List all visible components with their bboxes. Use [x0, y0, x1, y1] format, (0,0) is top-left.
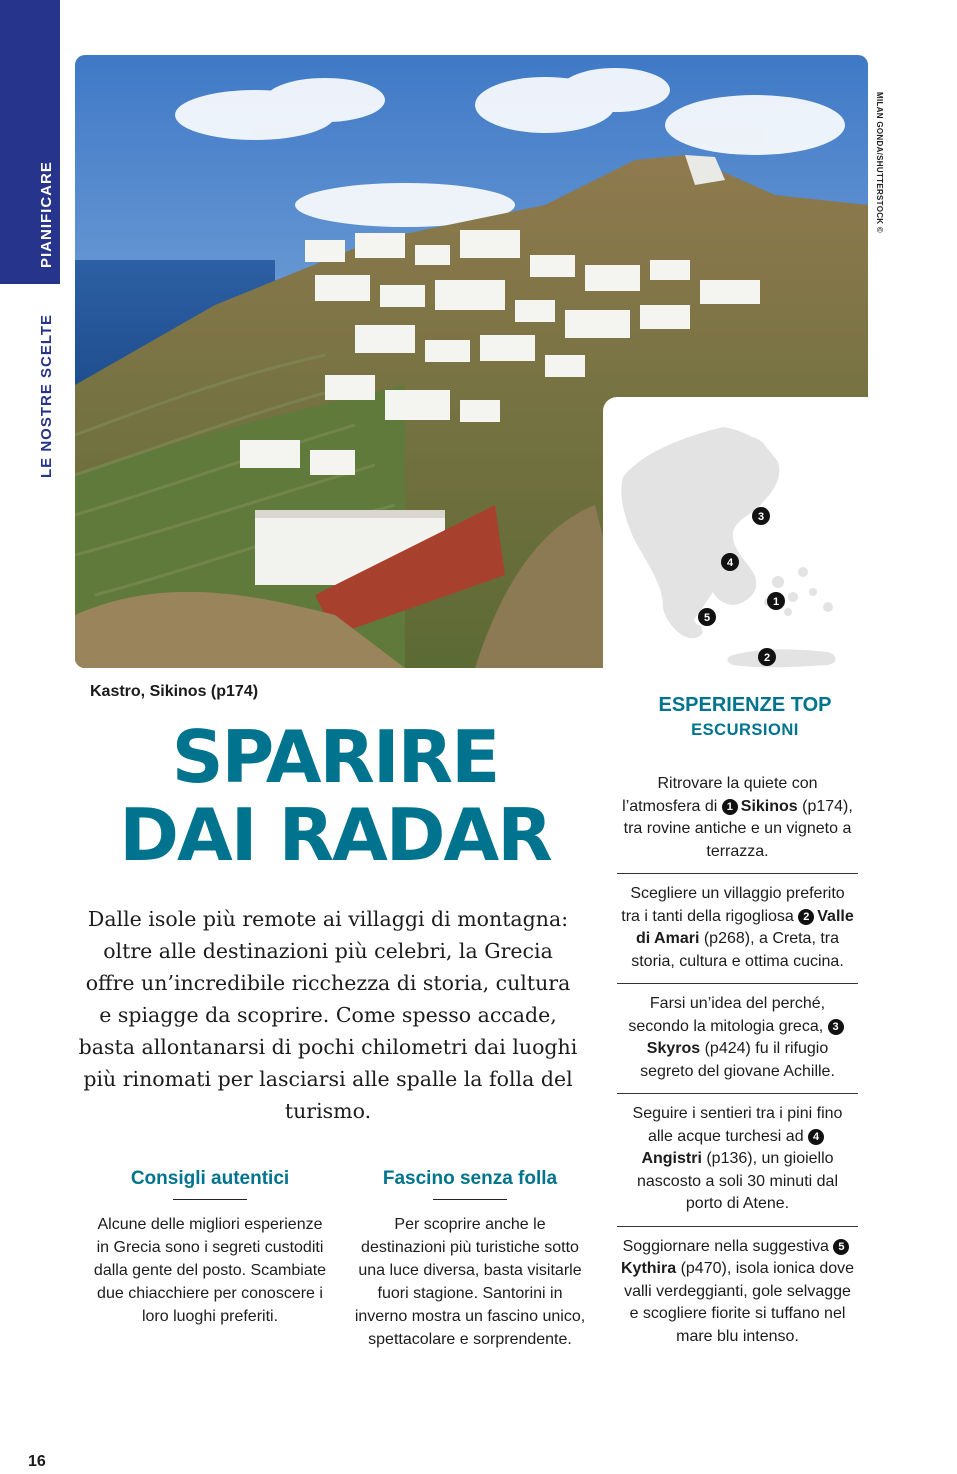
map-panel — [603, 397, 957, 690]
tip-title: Fascino senza folla — [382, 1168, 558, 1189]
tip-local-advice — [90, 1168, 330, 1328]
tip-text: Per scoprire anche le destinazioni più turistiche sotto una luce diversa, basta visitarle fuori stagione. Santorini in inverno mostra un fascino unico, spettacolare e sorprendente. — [354, 1216, 586, 1348]
place-name: Valle di Amari — [635, 907, 854, 947]
tip-title: Consigli autentici — [130, 1168, 290, 1189]
intro-paragraph: Dalle isole più remote ai villaggi di montagna: oltre alle destinazioni più celebri, la Grecia offre un’incredibile ricchezza di storia, cultura e spiagge da scoprire. Come spesso accade, basta allontanarsi di pochi chilometri dai luoghi più rinomati per lasciarsi alle spalle la folla del turismo. — [78, 907, 578, 1123]
experience-item: Seguire i sentieri tra i pini fino alle acque turchesi ad 4Angistri (p136), un gioiello nascosto a soli 30 minuti dal porto di Atene. — [617, 1093, 858, 1226]
tip-off-season — [350, 1168, 590, 1351]
divider — [433, 1199, 507, 1200]
title-line-1: SPARIRE — [171, 715, 499, 799]
place-name: Sikinos — [740, 797, 798, 815]
title-line-2: DAI RADAR — [119, 793, 551, 877]
map-marker-1-label: 1 — [772, 596, 780, 608]
experiences-subtitle: ESCURSIONI — [691, 721, 799, 739]
page-number: 16 — [28, 1453, 46, 1470]
number-badge: 1 — [722, 799, 738, 815]
divider — [173, 1199, 247, 1200]
experiences-list — [617, 765, 858, 1358]
experience-item: Soggiornare nella suggestiva 5Kythira (p470), isola ionica dove valli verdeggianti, gole selvagge e scogliere fiorite si tuffano nel mare blu intenso. — [617, 1226, 858, 1359]
greece-map — [603, 397, 957, 690]
map-marker-2-label: 2 — [763, 652, 771, 664]
tip-text: Alcune delle migliori esperienze in Grecia sono i segreti custoditi dalla gente del posto. Scambiate due chiacchiere per conoscere i loro luoghi preferiti. — [93, 1216, 327, 1325]
number-badge: 4 — [808, 1129, 824, 1145]
experience-item: Scegliere un villaggio preferito tra i tanti della rigogliosa 2 Valle di Amari (p268), a Creta, tra storia, cultura e ottima cucina. — [617, 873, 858, 983]
photo-credit: MILAN GONDA/SHUTTERSTOCK © — [875, 92, 884, 234]
experiences-header — [620, 694, 870, 740]
number-badge: 3 — [828, 1019, 844, 1035]
experience-item: Farsi un’idea del perché, secondo la mitologia greca, 3Skyros (p424) fu il rifugio segreto del giovane Achille. — [617, 983, 858, 1093]
photo-caption: Kastro, Sikinos (p174) — [90, 683, 259, 700]
subsection-label: LE NOSTRE SCELTE — [38, 313, 55, 478]
section-label: PIANIFICARE — [38, 161, 55, 268]
map-marker-5-label: 5 — [703, 612, 711, 624]
experiences-title: ESPERIENZE TOP — [658, 694, 832, 716]
map-marker-4-label: 4 — [726, 557, 734, 569]
page-title — [95, 715, 575, 877]
experience-item: Ritrovare la quiete con l’atmosfera di 1 Sikinos (p174), tra rovine antiche e un vigneto a terrazza. — [622, 775, 853, 860]
map-marker-3-label: 3 — [757, 511, 765, 523]
place-name: Angistri — [641, 1150, 702, 1167]
place-name: Skyros — [646, 1040, 701, 1057]
number-badge: 5 — [833, 1239, 849, 1255]
number-badge: 2 — [798, 909, 814, 925]
place-name: Kythira — [621, 1260, 677, 1277]
